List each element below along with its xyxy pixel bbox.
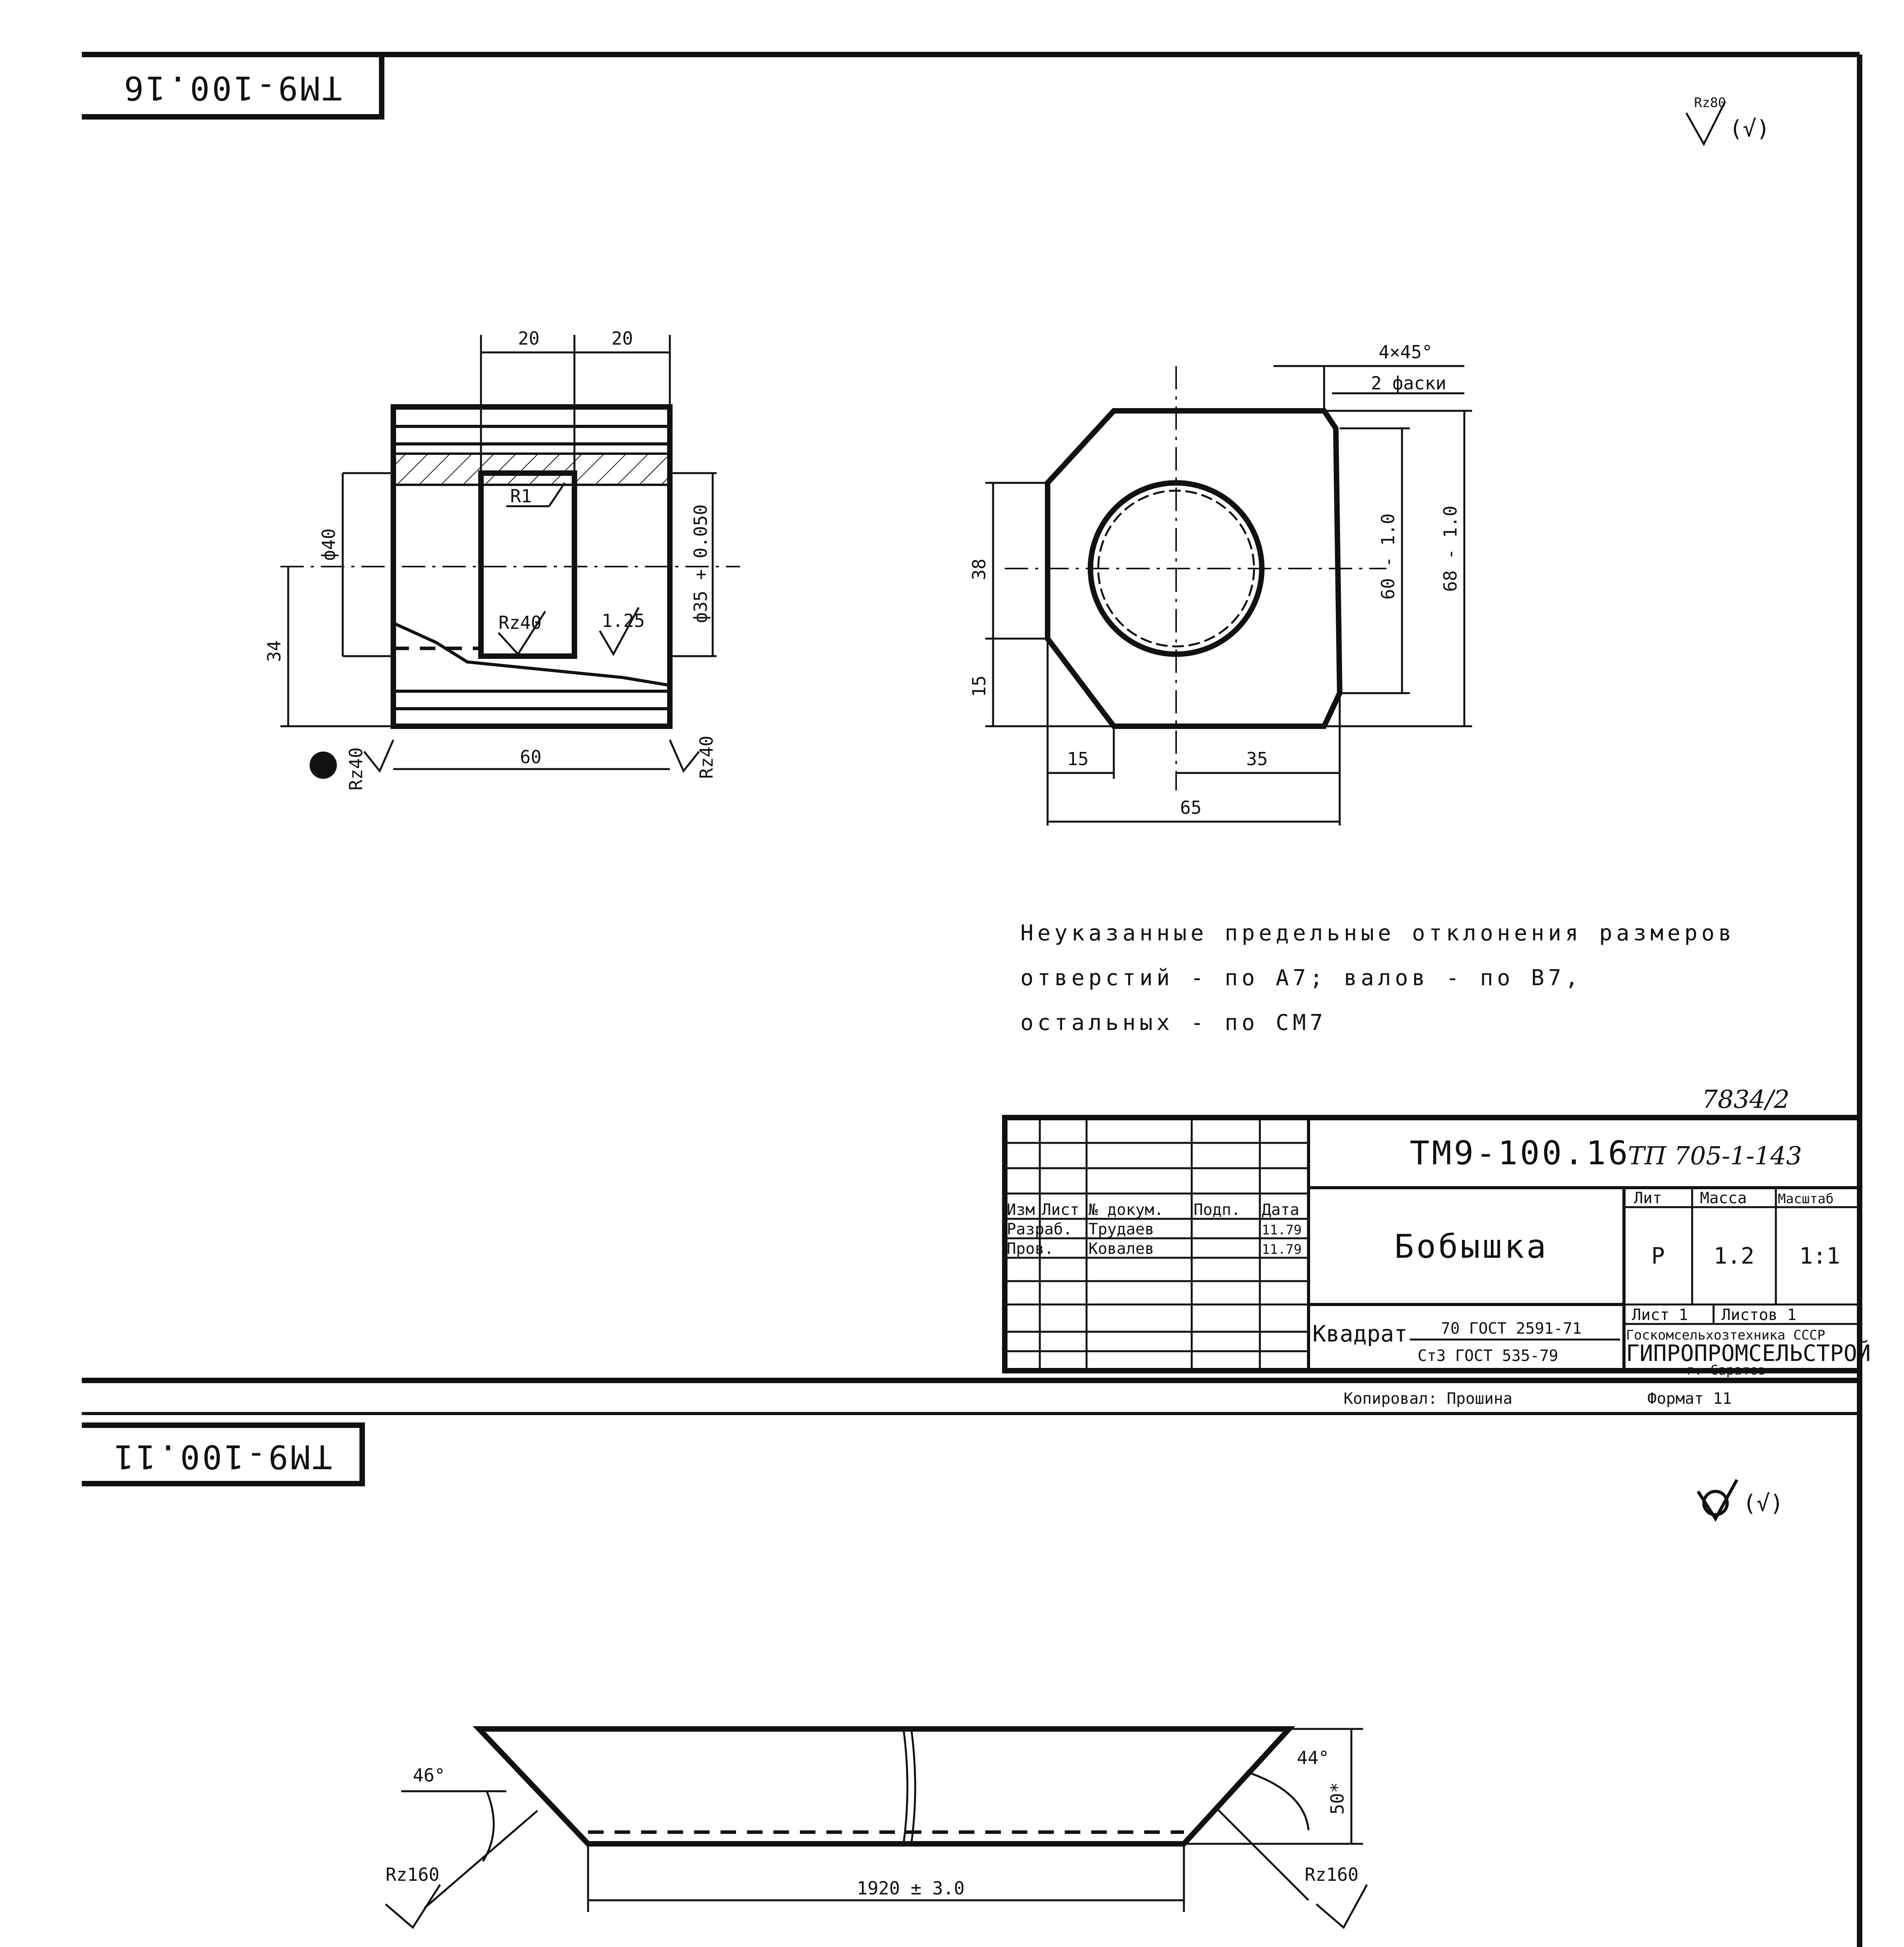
sheet-frame — [82, 55, 1860, 1947]
rz-left-160: Rz160 — [386, 1864, 440, 1885]
tb-top-r2-role: Пров. — [1007, 1240, 1054, 1258]
rz-left: Rz40 — [345, 747, 366, 790]
tb-top-lit: Р — [1651, 1243, 1665, 1269]
boss-section-view — [264, 328, 740, 790]
dim-height: 34 — [264, 640, 285, 662]
note-top-line-2: отверстий - по А7; валов - по В7, — [1020, 965, 1582, 991]
roughness-bottom-paren: (√) — [1743, 1490, 1784, 1516]
dim-radius: R1 — [510, 486, 532, 507]
tb-top-mass-label: Масса — [1700, 1189, 1747, 1207]
dim-h-top: 50* — [1327, 1782, 1348, 1815]
strut-front-view — [386, 1729, 1367, 1928]
dim-w-total: 65 — [1180, 797, 1202, 818]
tb-top-org2: ГИПРОПРОМСЕЛЬСТРОЙ — [1626, 1340, 1871, 1366]
roughness-mark-top — [1686, 95, 1770, 144]
tb-top-mass: 1.2 — [1714, 1243, 1754, 1269]
dim-chamfer-note: 2 фаски — [1371, 373, 1446, 394]
ink-blot — [310, 752, 337, 779]
tb-top-material-bottom: Ст3 ГОСТ 535-79 — [1418, 1347, 1559, 1365]
tb-top-material-prefix: Квадрат — [1312, 1320, 1408, 1347]
tb-top-h-izm: Изм — [1007, 1201, 1035, 1219]
roughness-top-paren: (√) — [1729, 115, 1770, 142]
tb-top-org3: г. Саратов — [1686, 1363, 1766, 1378]
tb-top-project: ТП 705-1-143 — [1628, 1142, 1802, 1171]
rz-right: Rz40 — [696, 736, 717, 779]
tb-top-h-doc: № докум. — [1089, 1201, 1164, 1219]
dim-chamfer-right: 4×45° — [1379, 342, 1433, 363]
tb-top-org1: Госкомсельхозтехника СССР — [1626, 1327, 1825, 1343]
format-label: Формат 11 — [1647, 1390, 1732, 1408]
dim-h1: 60 - 1.0 — [1377, 513, 1398, 600]
tb-top-sheets: Листов 1 — [1721, 1306, 1797, 1324]
tb-top-code: ТМ9-100.16 — [1410, 1134, 1630, 1172]
tb-top-scale: 1:1 — [1799, 1243, 1840, 1269]
archive-no-top: 7834/2 — [1702, 1085, 1790, 1114]
tb-top-r2-date: 11.79 — [1262, 1242, 1302, 1257]
tb-top-h-date: Дата — [1262, 1201, 1300, 1219]
roughness-mark-bottom — [1698, 1480, 1784, 1519]
rz-right-160: Rz160 — [1305, 1864, 1359, 1885]
tb-top-name: Бобышка — [1394, 1227, 1549, 1266]
rz-inner: Rz40 — [498, 612, 542, 633]
tb-top-r1-date: 11.79 — [1262, 1222, 1302, 1238]
roughness-top-label: Rz80 — [1694, 95, 1726, 111]
dim-dia-outer: ф40 — [318, 528, 339, 561]
dim-h2: 68 - 1.0 — [1440, 505, 1461, 592]
dim-left-w1: 20 — [518, 328, 540, 349]
notes-top — [1020, 921, 1735, 1035]
dim-v1: 38 — [969, 558, 990, 580]
dim-chamfer-left: 1.25 — [602, 610, 645, 631]
tb-top-scale-label: Масштаб — [1778, 1191, 1834, 1207]
dim-dia-bore: ф35 + 0.050 — [690, 504, 711, 623]
code-box-top-text: TM9-100.16 — [122, 69, 342, 107]
tb-top-sheet: Лист 1 — [1632, 1306, 1688, 1324]
dim-w1: 15 — [1067, 748, 1089, 769]
code-box-top — [82, 55, 382, 117]
tb-top-lit-label: Лит — [1634, 1189, 1662, 1207]
code-box-bottom — [82, 1425, 362, 1484]
boss-plan-view — [969, 342, 1472, 826]
tb-top-r1-role: Разраб. — [1007, 1220, 1073, 1238]
title-block-top — [1005, 1118, 1871, 1378]
tb-top-r1-name: Трудаев — [1089, 1220, 1154, 1238]
dim-v2: 15 — [969, 675, 990, 697]
tb-top-r2-name: Ковалев — [1089, 1240, 1154, 1258]
tb-top-h-list: Лист — [1042, 1201, 1080, 1219]
tb-top-material-top: 70 ГОСТ 2591-71 — [1441, 1320, 1582, 1338]
code-box-bottom-text: TM9-100.11 — [112, 1438, 332, 1476]
copied-by: Копировал: Прошина — [1344, 1390, 1513, 1408]
dim-angle-left: 46° — [413, 1765, 446, 1786]
tb-top-h-sign: Подп. — [1194, 1201, 1241, 1219]
dim-angle-right: 44° — [1297, 1747, 1330, 1768]
dim-left-w2: 20 — [611, 328, 633, 349]
dim-w2: 35 — [1246, 748, 1268, 769]
dim-left-width: 60 — [520, 746, 542, 768]
note-top-line-1: Неуказанные предельные отклонения размеров — [1020, 921, 1736, 946]
dim-len-top: 1920 ± 3.0 — [857, 1878, 965, 1899]
note-top-line-3: остальных - по СМ7 — [1020, 1010, 1327, 1035]
